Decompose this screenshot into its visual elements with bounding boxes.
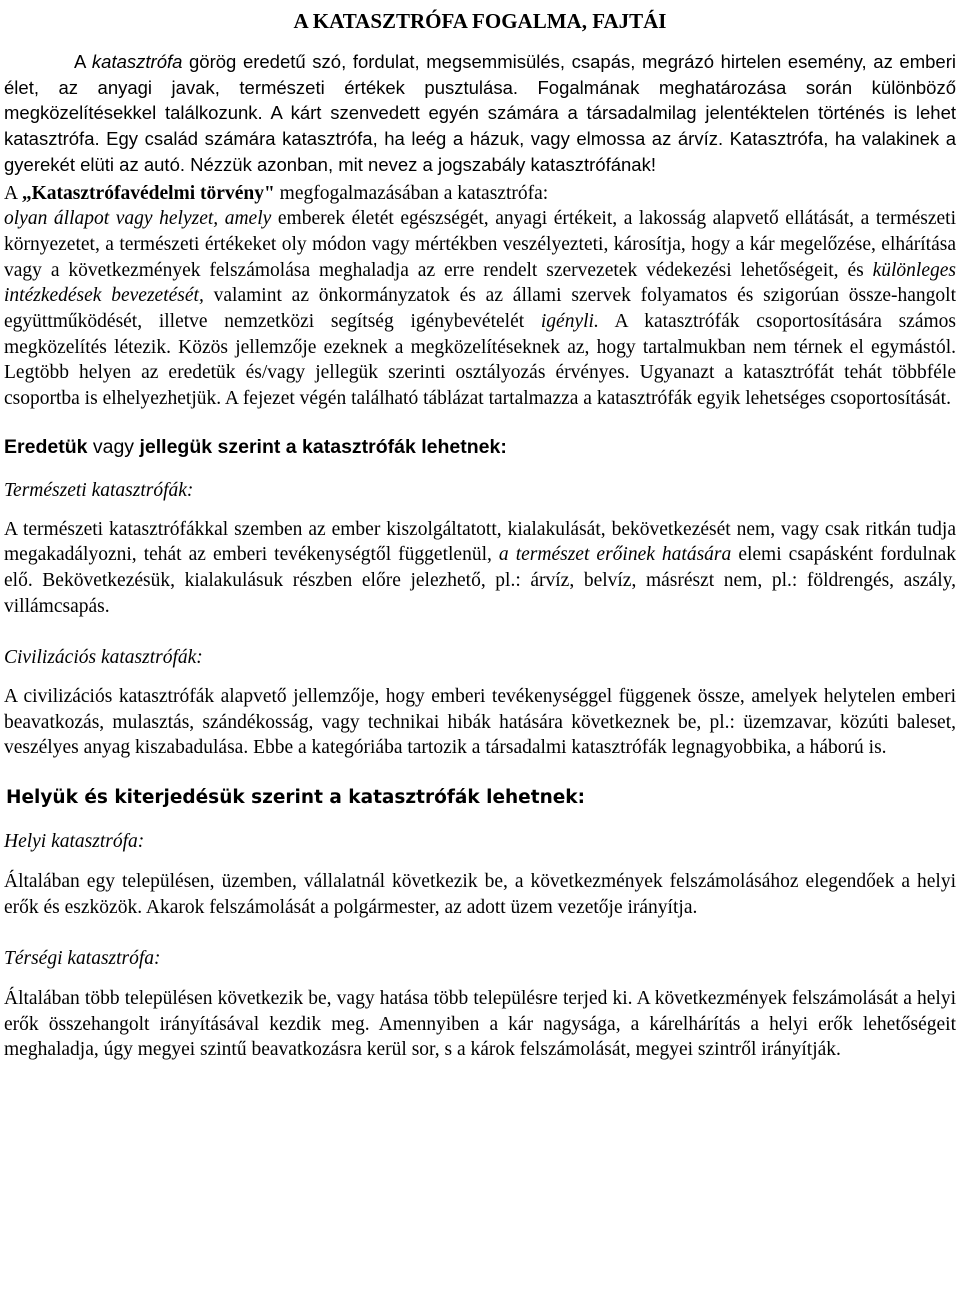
page-title: A KATASZTRÓFA FOGALMA, FAJTÁI bbox=[293, 9, 667, 33]
section-heading-origin bbox=[4, 434, 956, 460]
law-text-e: A katasztrófák csoportosítására számos megközelítés létezik. Közös jellemzője ezeknek a megközelítéseknek az, hogy tartalmukban nem térnek el egymástól. Legtöbb helyen az eredetük és/vagy jellegük szerinti osztályozás érvényes. Ugyanazt a katasztrófát tehát többféle csoportba is elhelyezhetjük. A fejezet végén található táblázat tartalmazza a katasztrófák egyik lehetséges csoportosítását. bbox=[4, 311, 956, 410]
subheading-regional: Térségi katasztrófa: bbox=[4, 948, 161, 970]
subheading-natural: Természeti katasztrófák: bbox=[4, 479, 194, 501]
intro-text-1: A bbox=[74, 51, 92, 72]
law-text-d: valamint az önkormányzatok és az állami szervek folyamatos és szigorúan össze-hangolt együttműködését, illetve nemzetközi segítség igénybevételét bbox=[4, 285, 957, 333]
intro-text-2: görög eredetű szó, fordulat, megsemmisülés, csapás, megrázó hirtelen esemény, az emberi élet, az anyagi javak, természeti értékek pusztulása. Fogalmának meghatározása során különböző megközelítésekkel találkozunk. A kárt szenvedett egyén számára a társadalmilag jelentéktelen történés is lehet katasztrófa. Egy család számára katasztrófa, ha leég a házuk, vagy elmossa az árvíz. Katasztrófa, ha valakinek a gyerekét elüti az autó. Nézzük azonban, mit nevez a jogszabály katasztrófának! bbox=[4, 51, 956, 175]
law-intro-line bbox=[4, 181, 956, 207]
law-text-b: megfogalmazásában a katasztrófa: bbox=[274, 182, 549, 204]
subheading-local: Helyi katasztrófa: bbox=[4, 831, 145, 853]
law-text-c: emberek életét egészségét, anyagi értékeit, a lakosság alapvető ellátását, a természeti környezetet, a természeti értékeket oly módon vagy mértékben veszélyezteti, károsítja, hogy a kár megelőzése, elhárítása vagy a következmények felszámolása meghaladja az erre rendelt szervezetek védekezési lehetőségeit, és bbox=[4, 208, 956, 281]
intro-term: katasztrófa bbox=[91, 51, 183, 72]
law-italic-3: igényli. bbox=[540, 311, 599, 333]
subheading-civilization: Civilizációs katasztrófák: bbox=[4, 647, 203, 669]
natural-italic: a természet erőinek hatására bbox=[498, 544, 732, 566]
intro-paragraph bbox=[4, 49, 956, 178]
law-italic-2: különleges intézkedések bevezetését, bbox=[4, 259, 956, 307]
heading-origin-mid: vagy bbox=[87, 435, 140, 458]
heading-origin-bold-2: jellegük szerint a katasztrófák lehetnek: bbox=[139, 435, 507, 458]
law-italic-1: olyan állapot vagy helyzet, amely bbox=[4, 208, 272, 230]
section-heading-location: Helyük és kiterjedésük szerint a katasztrófák lehetnek: bbox=[6, 787, 585, 809]
heading-origin-bold-1: Eredetük bbox=[4, 435, 88, 458]
civilization-paragraph: A civilizációs katasztrófák alapvető jellemzője, hogy emberi tevékenységgel függenek össze, amelyek helytelen emberi beavatkozás, mulasztás, szándékosság, vagy technikai hibák hatására következnek be, pl.: üzemzavar, közúti baleset, veszélyes anyag kiszabadulása. Ebbe a kategóriába tartozik a társadalmi katasztrófák legnagyobbika, a háború is. bbox=[4, 686, 956, 759]
natural-paragraph bbox=[4, 517, 956, 620]
local-paragraph: Általában egy településen, üzemben, vállalatnál következik be, a következmények felszámolásához elegendőek a helyi erők és eszközök. Akarok felszámolását a polgármester, az adott üzem vezetője irányítja. bbox=[4, 870, 956, 918]
natural-text-b: elemi csapásként fordulnak elő. Bekövetkezésük, kialakulásuk részben előre jelezhető, pl.: árvíz, belvíz, másrészt nem, pl.: földrengés, aszály, villámcsapás. bbox=[4, 544, 957, 617]
law-definition-paragraph bbox=[4, 206, 956, 412]
regional-paragraph: Általában több településen következik be, vagy hatása több településre terjed ki. A következmények felszámolását a helyi erők összehangolt irányításával kezdik meg. Amennyiben a kár nagysága, a kárelhárítás a helyi erők lehetőségeit meghaladja, úgy megyei szintű beavatkozásra kerül sor, s a károk felszámolását, megyei szintről irányítják. bbox=[4, 987, 956, 1061]
natural-text-a: A természeti katasztrófákkal szemben az ember kiszolgáltatott, kialakulását, bekövetkezését nem, vagy csak ritkán tudja megakadályozni, tehát az emberi tevékenységtől függetlenül, bbox=[4, 518, 956, 566]
law-text-a: A bbox=[4, 182, 22, 204]
law-title: „Katasztrófavédelmi törvény" bbox=[21, 182, 275, 204]
